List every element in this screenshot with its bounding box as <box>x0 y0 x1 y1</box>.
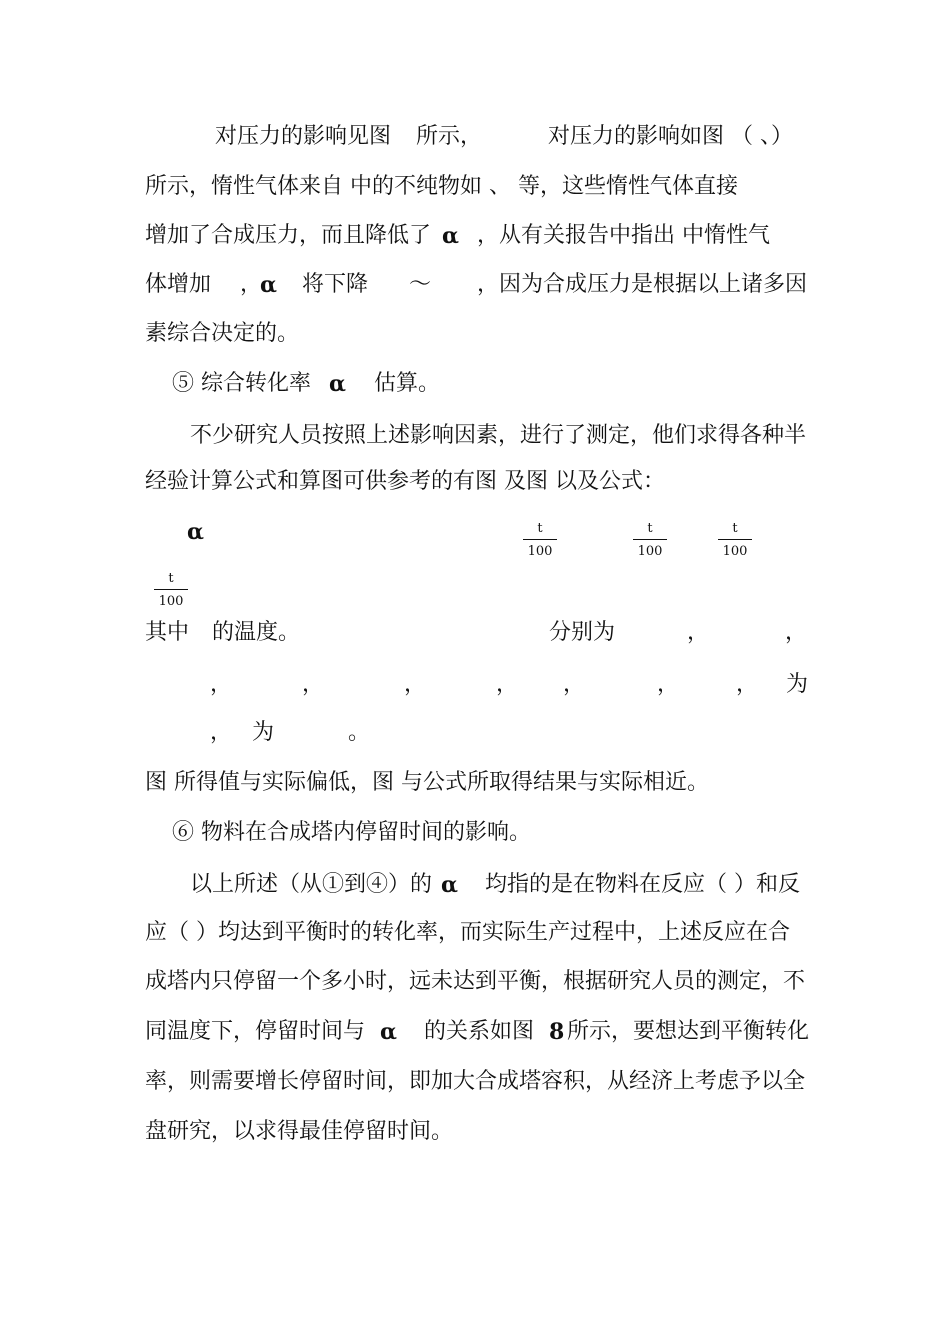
text-line-l6b: 估算。 <box>374 371 441 396</box>
text-line-l18d: 所示，要想达到平衡转化 <box>567 1019 810 1044</box>
text-line-l11e: ， <box>563 672 586 697</box>
alpha-symbol: α <box>187 519 204 545</box>
text-line-l13: 图 所得值与实际偏低，图 与公式所取得结果与实际相近。 <box>145 770 709 795</box>
fraction-denominator: 100 <box>527 544 553 559</box>
text-line-l19: 率，则需要增长停留时间，即加大合成塔容积，从经济上考虑予以全 <box>145 1069 806 1094</box>
text-line-l14: ⑥ 物料在合成塔内停留时间的影响。 <box>172 820 531 845</box>
text-line-l12c: 。 <box>348 720 371 745</box>
fraction-denominator: 100 <box>158 594 184 609</box>
text-line-l8: 经验计算公式和算图可供参考的有图 及图 以及公式： <box>145 469 665 494</box>
fraction-t-over-100 <box>154 571 188 609</box>
fraction-denominator: 100 <box>722 544 748 559</box>
text-line-l4c: 将下降 <box>302 272 369 297</box>
text-line-l15a: 以上所述（从①到④）的 <box>190 872 433 897</box>
text-line-l11d: ， <box>496 672 519 697</box>
text-line-l10c: 分别为 <box>549 620 616 645</box>
text-line-l1a: 对压力的影响见图 <box>215 124 392 149</box>
fraction-numerator: t <box>523 521 557 540</box>
text-line-l10b: 的温度。 <box>212 620 301 645</box>
text-line-l11f: ， <box>657 672 680 697</box>
text-line-l18b: 的关系如图 <box>424 1019 535 1044</box>
fraction-numerator: t <box>633 521 667 540</box>
text-line-l4a: 体增加 <box>145 272 212 297</box>
text-line-l11a: ， <box>210 672 233 697</box>
text-line-l18a: 同温度下，停留时间与 <box>145 1019 366 1044</box>
text-line-l4e: ，因为合成压力是根据以上诸多因 <box>477 272 808 297</box>
text-line-l3a: 增加了合成压力，而且降低了 <box>145 223 432 248</box>
fraction-denominator: 100 <box>637 544 663 559</box>
text-line-l4d: ～ <box>409 272 432 297</box>
alpha-symbol: α <box>260 272 277 298</box>
fraction-t-over-100 <box>633 521 667 559</box>
text-line-l6a: ⑤ 综合转化率 <box>172 371 311 396</box>
text-line-l10d: ， <box>687 620 710 645</box>
text-line-l17: 成塔内只停留一个多小时，远未达到平衡，根据研究人员的测定，不 <box>145 969 806 994</box>
text-line-l11c: ， <box>404 672 427 697</box>
text-line-l11h: 为 <box>786 672 809 697</box>
text-line-l1c: 对压力的影响如图 （ 、） <box>548 124 793 149</box>
text-line-l10a: 其中 <box>145 620 190 645</box>
text-line-l11b: ， <box>302 672 325 697</box>
text-line-l11g: ， <box>736 672 759 697</box>
alpha-symbol: α <box>380 1019 397 1045</box>
text-line-l5: 素综合决定的。 <box>145 321 300 346</box>
text-line-l20: 盘研究，以求得最佳停留时间。 <box>145 1119 454 1144</box>
fraction-t-over-100 <box>718 521 752 559</box>
alpha-symbol: α <box>329 371 346 397</box>
text-line-l10e: ， <box>785 620 808 645</box>
text-line-l2: 所示，惰性气体来自 中的不纯物如 、 等，这些惰性气体直接 <box>145 174 738 199</box>
text-line-l12a: ， <box>210 720 233 745</box>
text-line-l18c: 8 <box>549 1019 565 1045</box>
alpha-symbol: α <box>441 872 458 898</box>
text-line-l12b: 为 <box>252 720 275 745</box>
fraction-numerator: t <box>718 521 752 540</box>
fraction-t-over-100 <box>523 521 557 559</box>
text-line-l1b: 所示， <box>416 124 483 149</box>
fraction-numerator: t <box>154 571 188 590</box>
text-line-l3b: ，从有关报告中指出 中惰性气 <box>477 223 770 248</box>
alpha-symbol: α <box>442 223 459 249</box>
text-line-l16: 应（ ）均达到平衡时的转化率，而实际生产过程中，上述反应在合 <box>145 920 790 945</box>
text-line-l4b: ， <box>240 272 263 297</box>
text-line-l15b: 均指的是在物料在反应（ ）和反 <box>485 872 800 897</box>
text-line-l7: 不少研究人员按照上述影响因素，进行了测定，他们求得各种半 <box>190 423 807 448</box>
